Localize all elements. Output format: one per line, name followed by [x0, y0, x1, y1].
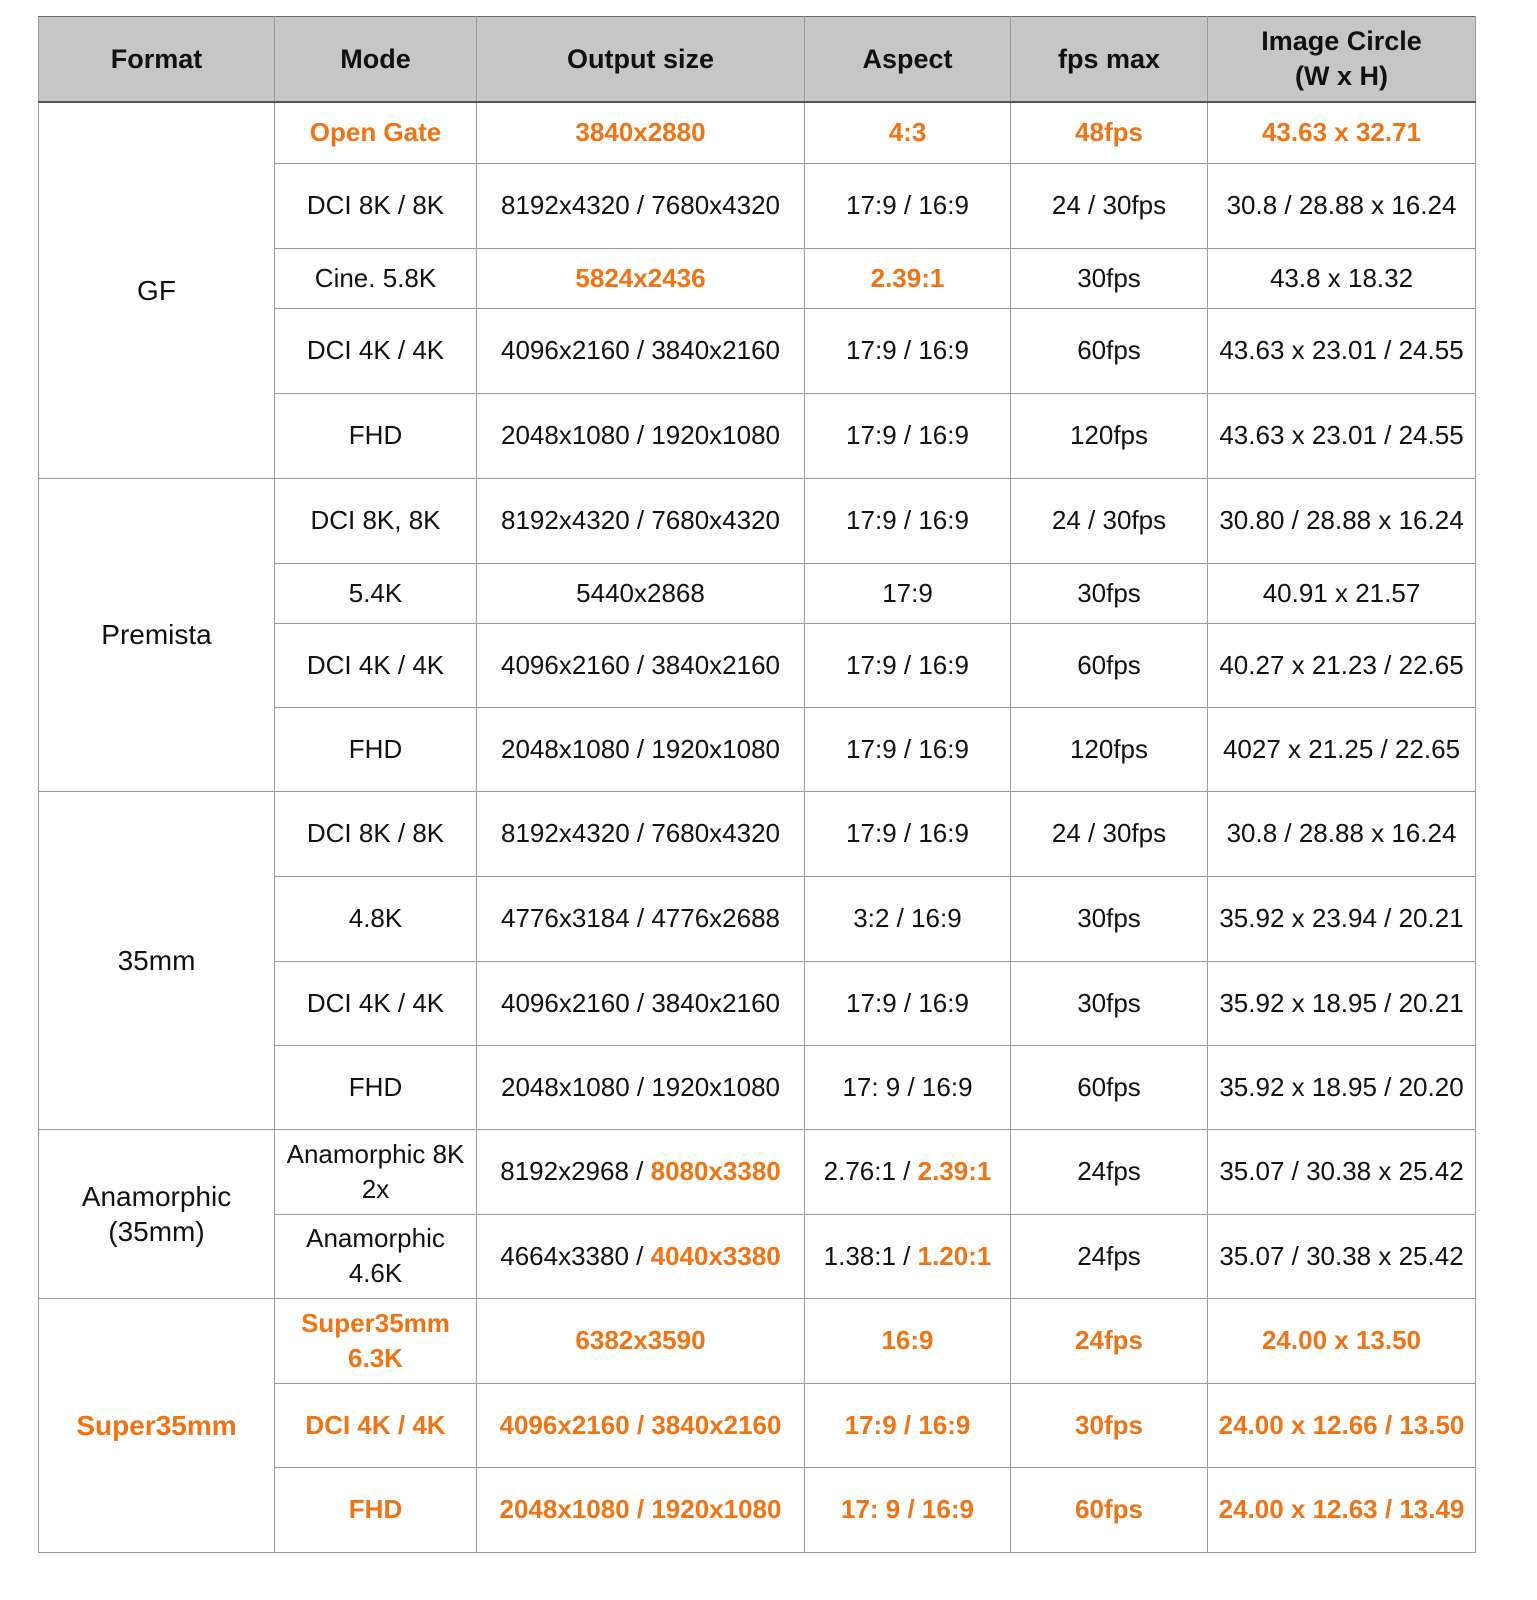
format-label-line2: (35mm)	[108, 1215, 205, 1247]
format-cell-anamorphic	[39, 1129, 275, 1298]
fps-cell: 24fps	[1011, 1214, 1208, 1298]
circle-cell: 35.07 / 30.38 x 25.42	[1208, 1129, 1476, 1214]
mode-cell	[275, 1214, 477, 1298]
header-aspect: Aspect	[805, 17, 1011, 103]
output-cell: 8192x4320 / 7680x4320	[477, 791, 805, 876]
mode-cell: 4.8K	[275, 876, 477, 961]
aspect-cell: 17:9 / 16:9	[805, 961, 1011, 1045]
fps-cell: 30fps	[1011, 248, 1208, 308]
output-highlight: 4040x3380	[650, 1240, 781, 1271]
circle-cell: 30.80 / 28.88 x 16.24	[1208, 478, 1476, 563]
header-output-size: Output size	[477, 17, 805, 103]
output-cell: 4096x2160 / 3840x2160	[477, 961, 805, 1045]
format-cell-gf: GF	[39, 102, 275, 478]
mode-cell: FHD	[275, 1467, 477, 1552]
output-cell: 5824x2436	[477, 248, 805, 308]
aspect-cell: 17:9 / 16:9	[805, 707, 1011, 791]
output-primary: 8192x2968 /	[500, 1156, 651, 1186]
output-primary: 4664x3380 /	[500, 1240, 651, 1271]
output-cell: 4096x2160 / 3840x2160	[477, 623, 805, 707]
aspect-cell: 3:2 / 16:9	[805, 876, 1011, 961]
output-cell: 2048x1080 / 1920x1080	[477, 1045, 805, 1129]
aspect-highlight: 1.20:1	[917, 1240, 992, 1271]
mode-cell: FHD	[275, 707, 477, 791]
circle-cell: 35.92 x 18.95 / 20.20	[1208, 1045, 1476, 1129]
format-label-line1: Anamorphic	[81, 1180, 232, 1212]
table-row	[39, 1129, 1476, 1214]
aspect-cell: 17:9 / 16:9	[805, 308, 1011, 393]
aspect-cell: 17:9 / 16:9	[805, 478, 1011, 563]
aspect-cell: 17:9 / 16:9	[805, 1383, 1011, 1467]
aspect-cell: 4:3	[805, 102, 1011, 163]
mode-cell: DCI 8K / 8K	[275, 791, 477, 876]
fps-cell: 24fps	[1011, 1298, 1208, 1383]
output-cell: 2048x1080 / 1920x1080	[477, 707, 805, 791]
output-cell: 8192x4320 / 7680x4320	[477, 163, 805, 248]
circle-cell: 24.00 x 13.50	[1208, 1298, 1476, 1383]
aspect-cell: 17:9 / 16:9	[805, 393, 1011, 478]
fps-cell: 30fps	[1011, 876, 1208, 961]
fps-cell: 60fps	[1011, 308, 1208, 393]
fps-cell: 120fps	[1011, 393, 1208, 478]
fps-cell: 24 / 30fps	[1011, 163, 1208, 248]
aspect-cell: 17:9 / 16:9	[805, 791, 1011, 876]
mode-cell: Open Gate	[275, 102, 477, 163]
header-format: Format	[39, 17, 275, 103]
fps-cell: 24fps	[1011, 1129, 1208, 1214]
fps-cell: 60fps	[1011, 1467, 1208, 1552]
circle-cell: 43.63 x 23.01 / 24.55	[1208, 393, 1476, 478]
header-fps-max: fps max	[1011, 17, 1208, 103]
circle-cell: 30.8 / 28.88 x 16.24	[1208, 791, 1476, 876]
header-mode: Mode	[275, 17, 477, 103]
fps-cell: 30fps	[1011, 563, 1208, 623]
mode-cell: FHD	[275, 1045, 477, 1129]
mode-cell: FHD	[275, 393, 477, 478]
mode-line2: 2x	[361, 1173, 390, 1204]
mode-cell	[275, 1298, 477, 1383]
mode-cell: DCI 8K, 8K	[275, 478, 477, 563]
mode-cell: DCI 4K / 4K	[275, 1383, 477, 1467]
header-row	[39, 17, 1476, 103]
output-cell: 8192x4320 / 7680x4320	[477, 478, 805, 563]
output-cell: 4096x2160 / 3840x2160	[477, 308, 805, 393]
format-cell-35mm: 35mm	[39, 791, 275, 1129]
fps-cell: 60fps	[1011, 623, 1208, 707]
table-row	[39, 791, 1476, 876]
aspect-cell: 17:9 / 16:9	[805, 163, 1011, 248]
aspect-cell: 16:9	[805, 1298, 1011, 1383]
header-image-circle	[1208, 17, 1476, 103]
fps-cell: 24 / 30fps	[1011, 791, 1208, 876]
fps-cell: 60fps	[1011, 1045, 1208, 1129]
mode-cell: Cine. 5.8K	[275, 248, 477, 308]
table-row	[39, 1298, 1476, 1383]
aspect-cell: 17: 9 / 16:9	[805, 1467, 1011, 1552]
mode-cell: DCI 8K / 8K	[275, 163, 477, 248]
circle-cell: 24.00 x 12.63 / 13.49	[1208, 1467, 1476, 1552]
table-row	[39, 102, 1476, 163]
mode-cell	[275, 1129, 477, 1214]
aspect-cell: 17:9 / 16:9	[805, 623, 1011, 707]
aspect-cell: 17: 9 / 16:9	[805, 1045, 1011, 1129]
circle-cell: 43.63 x 32.71	[1208, 102, 1476, 163]
output-cell	[477, 1214, 805, 1298]
output-cell: 4096x2160 / 3840x2160	[477, 1383, 805, 1467]
mode-line2: 4.6K	[348, 1258, 403, 1288]
circle-cell: 35.07 / 30.38 x 25.42	[1208, 1214, 1476, 1298]
mode-line1: Super35mm	[301, 1307, 450, 1338]
circle-cell: 40.91 x 21.57	[1208, 563, 1476, 623]
output-cell	[477, 1129, 805, 1214]
output-highlight: 8080x3380	[650, 1156, 781, 1186]
fps-cell: 30fps	[1011, 961, 1208, 1045]
mode-line1: Anamorphic	[306, 1223, 445, 1253]
output-cell: 4776x3184 / 4776x2688	[477, 876, 805, 961]
circle-cell: 43.63 x 23.01 / 24.55	[1208, 308, 1476, 393]
aspect-cell	[805, 1129, 1011, 1214]
header-image-circle-line2: (W x H)	[1295, 61, 1388, 91]
mode-line2: 6.3K	[348, 1342, 403, 1373]
circle-cell: 24.00 x 12.66 / 13.50	[1208, 1383, 1476, 1467]
mode-cell: 5.4K	[275, 563, 477, 623]
aspect-cell: 17:9	[805, 563, 1011, 623]
fps-cell: 30fps	[1011, 1383, 1208, 1467]
circle-cell: 35.92 x 23.94 / 20.21	[1208, 876, 1476, 961]
aspect-primary: 2.76:1 /	[823, 1156, 918, 1186]
fps-cell: 48fps	[1011, 102, 1208, 163]
output-cell: 3840x2880	[477, 102, 805, 163]
format-cell-super35mm: Super35mm	[39, 1298, 275, 1552]
output-cell: 5440x2868	[477, 563, 805, 623]
aspect-cell	[805, 1214, 1011, 1298]
circle-cell: 35.92 x 18.95 / 20.21	[1208, 961, 1476, 1045]
circle-cell: 40.27 x 21.23 / 22.65	[1208, 623, 1476, 707]
output-cell: 6382x3590	[477, 1298, 805, 1383]
circle-cell: 4027 x 21.25 / 22.65	[1208, 707, 1476, 791]
mode-cell: DCI 4K / 4K	[275, 961, 477, 1045]
aspect-highlight: 2.39:1	[917, 1156, 992, 1186]
mode-cell: DCI 4K / 4K	[275, 623, 477, 707]
mode-line1: Anamorphic 8K	[286, 1138, 465, 1169]
table-row	[39, 478, 1476, 563]
circle-cell: 43.8 x 18.32	[1208, 248, 1476, 308]
output-cell: 2048x1080 / 1920x1080	[477, 393, 805, 478]
header-image-circle-line1: Image Circle	[1261, 26, 1422, 56]
fps-cell: 24 / 30fps	[1011, 478, 1208, 563]
sensor-format-table	[38, 16, 1476, 1553]
mode-cell: DCI 4K / 4K	[275, 308, 477, 393]
aspect-cell: 2.39:1	[805, 248, 1011, 308]
aspect-primary: 1.38:1 /	[823, 1240, 918, 1271]
circle-cell: 30.8 / 28.88 x 16.24	[1208, 163, 1476, 248]
format-cell-premista: Premista	[39, 478, 275, 791]
fps-cell: 120fps	[1011, 707, 1208, 791]
output-cell: 2048x1080 / 1920x1080	[477, 1467, 805, 1552]
